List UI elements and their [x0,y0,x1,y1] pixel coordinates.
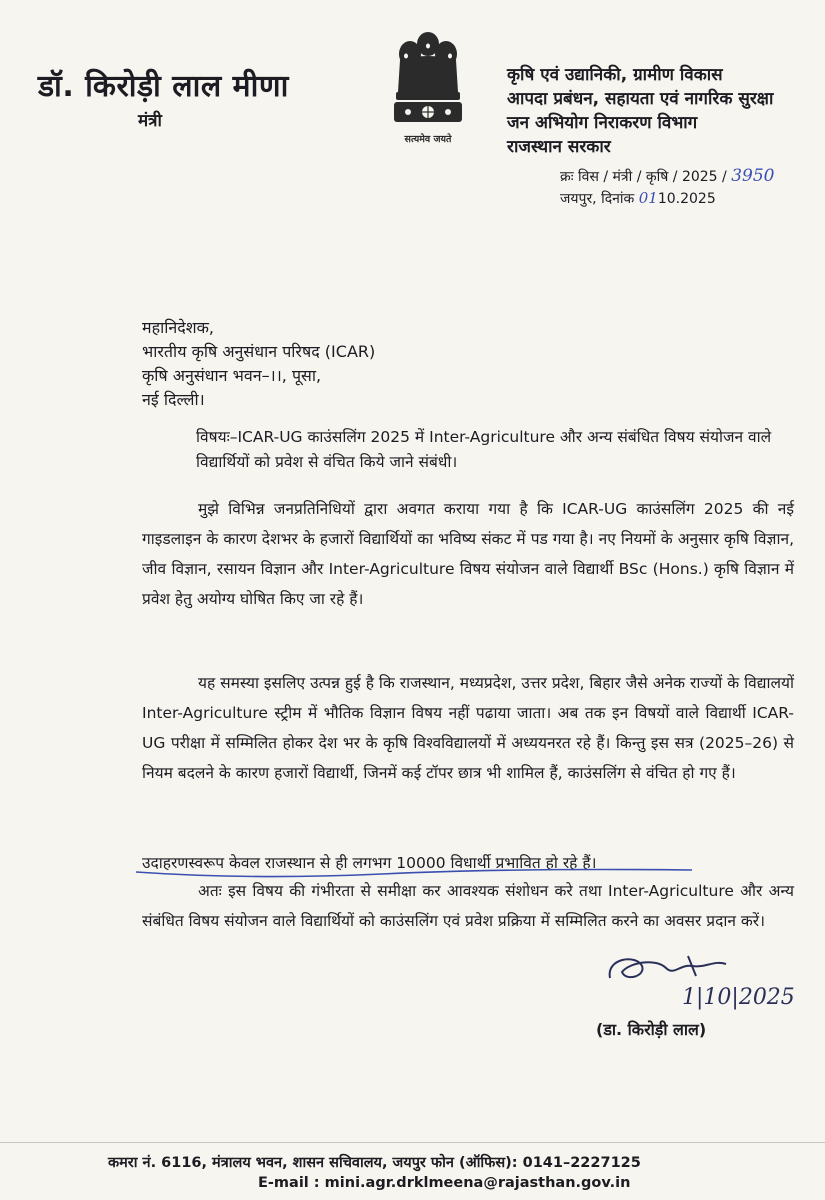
subject-text: ICAR-UG काउंसलिंग 2025 में Inter-Agriculture और अन्य संबंधित विषय संयोजन वाले विद्यार्थियों को प्रवेश से वंचित किये जाने संबंधी। [196,428,772,471]
footer-divider [0,1142,825,1143]
body-highlight-sentence: उदाहरणस्वरूप केवल राजस्थान से ही लगभग 10000 विधार्थी प्रभावित हो रहे हैं। [142,854,597,872]
addressee-line-4: नई दिल्ली। [142,390,205,409]
addressee-line-2: भारतीय कृषि अनुसंधान परिषद (ICAR) [142,342,376,361]
department-line-4: राजस्थान सरकार [507,137,611,157]
reference-prefix: क्रः विस / मंत्री / कृषि / 2025 / [560,169,727,185]
body-paragraph-1 [142,494,794,614]
addressee-line-1: महानिदेशक, [142,318,214,337]
body-paragraph-2 [142,668,794,788]
reference-number [560,166,774,186]
sender-name: डॉ. किरोड़ी लाल मीणा [38,69,289,104]
letter-date [560,189,716,208]
emblem-motto: सत्यमेव जयते [404,134,452,145]
signatory-name: (डा. किरोड़ी लाल) [596,1020,707,1039]
body-paragraph-3-text: अतः इस विषय की गंभीरता से समीक्षा कर आवश्यक संशोधन करे तथा Inter-Agriculture और अन्य संबंधित विषय संयोजन वाले विद्यार्थियों को काउंसलिंग एवं प्रवेश प्रक्रिया में सम्मिलित करने का अवसर प्रदान करें। [142,882,794,930]
department-line-1: कृषि एवं उद्यानिकी, ग्रामीण विकास [507,65,723,85]
signature-date: 1|10|2025 [682,985,795,1010]
footer-email-line [258,1175,630,1191]
date-prefix: जयपुर, दिनांक [560,191,635,207]
reference-handwritten-number: 3950 [731,166,775,186]
sender-title: मंत्री [138,111,162,131]
body-paragraph-2-text: यह समस्या इसलिए उत्पन्न हुई है कि राजस्थान, मध्यप्रदेश, उत्तर प्रदेश, बिहार जैसे अनेक राज्यों के विद्यालयों Inter-Agriculture स्ट्रीम में भौतिक विज्ञान विषय नहीं पढाया जाता। अब तक इन विषयों वाले विद्यार्थी ICAR-UG परीक्षा में सम्मिलित होकर देश भर के कृषि विश्वविद्यालयों में अध्ययनरत रहे हैं। किन्तु इस सत्र (2025–26) से नियम बदलने के कारण हजारों विद्यार्थी, जिनमें कई टॉपर छात्र भी शामिल हैं, काउंसलिंग से वंचित हो गए हैं। [142,674,794,782]
body-paragraph-1-text: मुझे विभिन्न जनप्रतिनिधियों द्वारा अवगत कराया गया है कि ICAR-UG काउंसलिंग 2025 की नई गाइडलाइन के कारण देशभर के हजारों विद्यार्थियों का भविष्य संकट में पड गया है। नए नियमों के अनुसार कृषि विज्ञान, जीव विज्ञान, रसायन विज्ञान और Inter-Agriculture विषय संयोजन वाले विद्यार्थी BSc (Hons.) कृषि विज्ञान में प्रवेश हेतु अयोग्य घोषित किए जा रहे हैं। [142,500,794,608]
department-line-2: आपदा प्रबंधन, सहायता एवं नागरिक सुरक्षा [507,89,774,109]
footer-email-address[interactable]: mini.agr.drklmeena@rajasthan.gov.in [324,1175,631,1191]
subject [196,425,798,475]
subject-label: विषयः– [196,428,238,446]
body-paragraph-3 [142,876,794,936]
department-line-3: जन अभियोग निराकरण विभाग [507,113,698,133]
date-handwritten-day: 01 [638,189,658,207]
footer-address: कमरा नं. 6116, मंत्रालय भवन, शासन सचिवालय, जयपुर फोन (ऑफिस): 0141–2227125 [108,1155,641,1171]
addressee-line-3: कृषि अनुसंधान भवन–।।, पूसा, [142,366,322,385]
date-suffix: 10.2025 [657,191,716,207]
footer-email-label: E-mail : [258,1175,320,1191]
national-emblem-icon [386,30,470,152]
